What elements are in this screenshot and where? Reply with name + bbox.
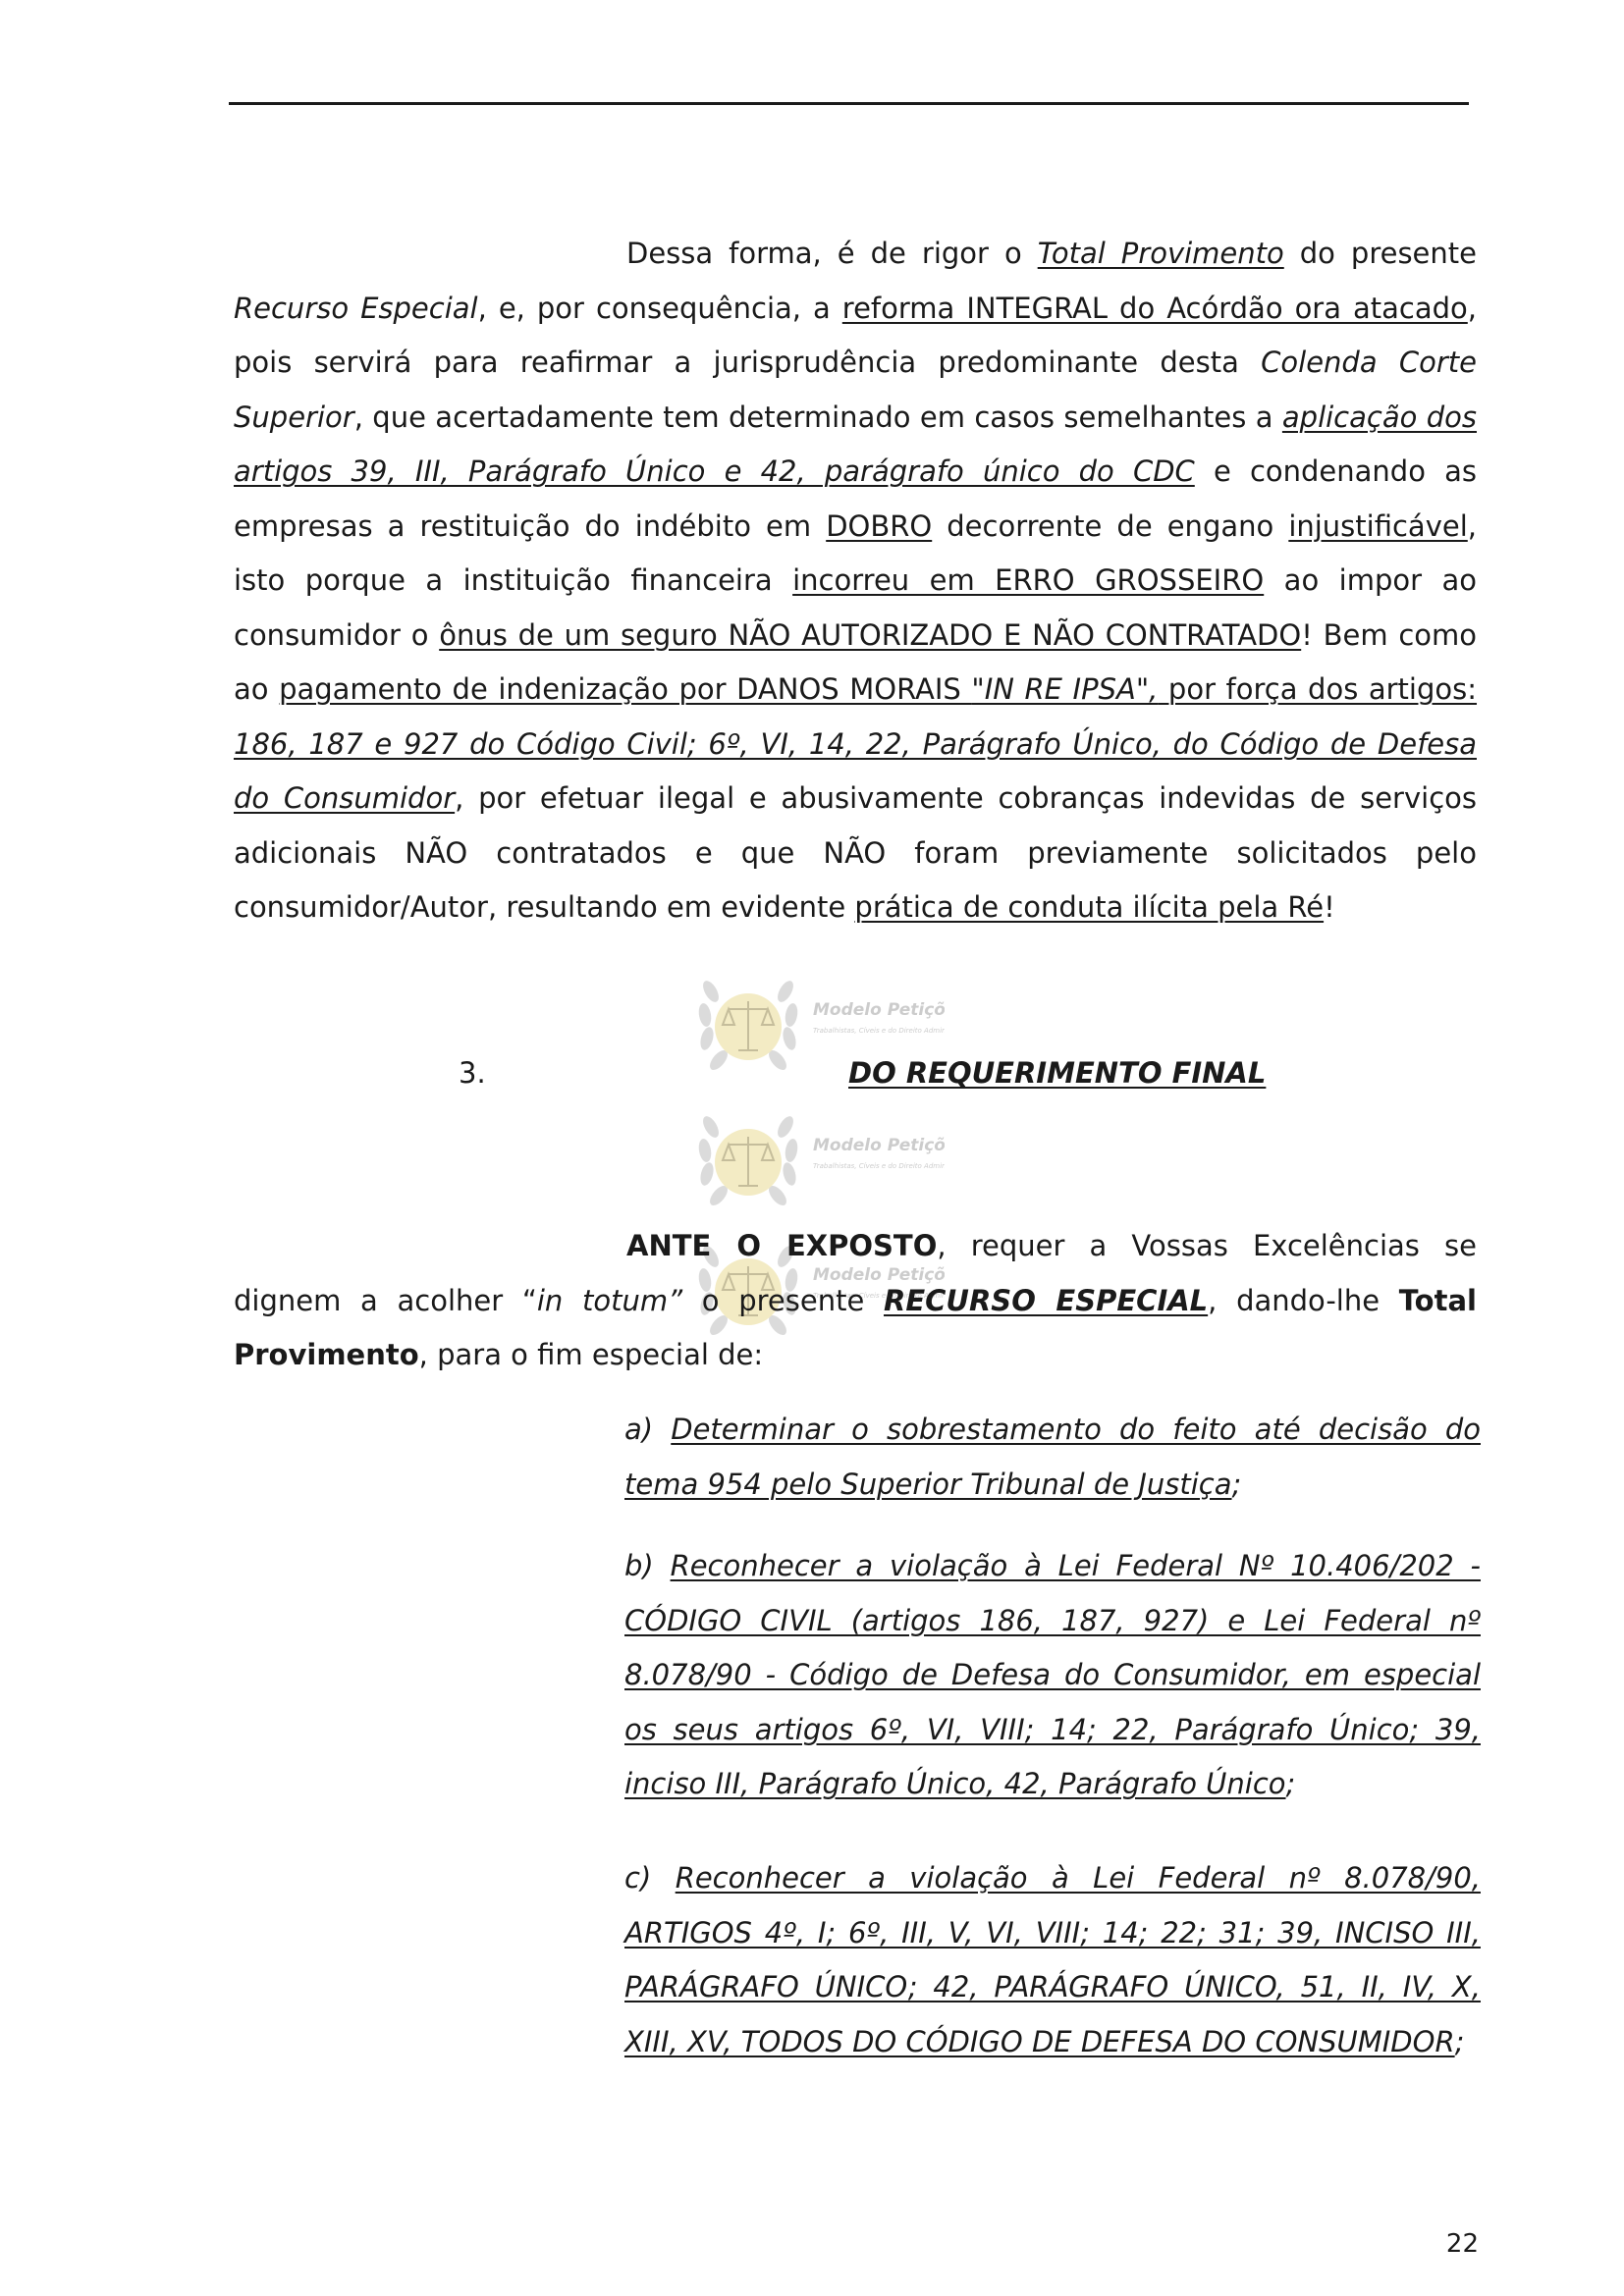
- recurso-especial-bold: RECURSO ESPECIAL: [884, 1283, 1209, 1317]
- seguro-nao-autorizado-emphasis: ônus de um seguro NÃO AUTORIZADO E NÃO CONTRATADO: [439, 617, 1302, 652]
- scales-of-justice-laurel-icon: [693, 1088, 945, 1233]
- text-run: do presente: [1283, 237, 1477, 270]
- conduta-ilicita-emphasis: prática de conduta ilícita pela Ré: [854, 890, 1325, 924]
- text-run: , isto porque a instituição financeira: [234, 508, 1477, 597]
- text-run: , que acertadamente tem determinado em casos semelhantes a: [353, 400, 1282, 434]
- text-run: , por efetuar ilegal e abusivamente cobranças indevidas de serviços adicionais NÃO contratados e que NÃO foram previamente solicitados pelo consumidor/Autor, resultando em evidente: [234, 781, 1477, 924]
- text-run: decorrente de engano: [932, 508, 1289, 543]
- artigos-codigo-civil-emphasis: 186, 187 e 927 do Código Civil; 6º, VI, 14, 22, Parágrafo Único, do Código de Defesa do Consumidor: [234, 726, 1477, 815]
- watermark-brand: Modelo Petiçõ: [813, 1265, 945, 1285]
- watermark-brand: Modelo Petiçõ: [813, 1000, 945, 1020]
- text-run: e condenando as empresas a restituição do indébito em: [234, 454, 1478, 543]
- paragraph-conclusion: [234, 227, 1477, 935]
- watermark-tagline: Trabalhistas, Cíveis e do Direito Admi: [813, 1027, 943, 1035]
- item-text: Determinar o sobrestamento do feito até decisão do tema 954 pelo Superior Tribunal de Justiça: [624, 1413, 1481, 1501]
- text-run: o presente: [682, 1283, 884, 1317]
- item-prefix: c): [624, 1861, 676, 1895]
- section-number: 3.: [459, 1056, 486, 1090]
- request-item-c: [624, 1851, 1481, 2069]
- item-text: Reconhecer a violação à Lei Federal Nº 10.406/202 - CÓDIGO CIVIL (artigos 186, 187, 927) e Lei Federal nº 8.078/90 - Código de Defesa do Consumidor, em especial os seus artigos 6º, VI, VIII; 14; 22, Parágrafo Único; 39, inciso III, Parágrafo Único, 42, Parágrafo Único: [624, 1549, 1481, 1800]
- text-run: Dessa forma, é de rigor o: [626, 237, 1038, 270]
- erro-grosseiro-emphasis: incorreu em ERRO GROSSEIRO: [792, 563, 1265, 597]
- total-provimento-emphasis: Total Provimento: [1037, 237, 1284, 270]
- text-run: ao impor ao consumidor o: [234, 563, 1478, 652]
- dobro-emphasis: DOBRO: [826, 508, 933, 543]
- watermark-tagline: Trabalhistas, Cíveis e do Direito Admi: [813, 1292, 943, 1300]
- item-prefix: a): [624, 1413, 672, 1446]
- item-text: Reconhecer a violação à Lei Federal nº 8.078/90, ARTIGOS 4º, I; 6º, III, V, VI, VIII; 14; 22; 31; 39, INCISO III, PARÁGRAFO ÚNICO; 42, PARÁGRAFO ÚNICO, 51, II, IV, X, XIII, XV, TODOS DO CÓDIGO DE DEFESA DO CONSUMIDOR: [624, 1861, 1481, 2058]
- recurso-especial-emphasis: Recurso Especial: [234, 291, 478, 325]
- por-forca-emphasis: por força dos artigos:: [1158, 672, 1478, 706]
- text-run: ! Bem como ao: [234, 617, 1478, 706]
- text-run: , pois servirá para reafirmar a jurisprudência predominante desta: [234, 291, 1478, 379]
- header-rule: [229, 102, 1469, 105]
- item-suffix: ;: [1285, 1767, 1296, 1800]
- ante-o-exposto-emphasis: ANTE O EXPOSTO: [626, 1229, 938, 1262]
- section-title: DO REQUERIMENTO FINAL: [848, 1056, 1267, 1090]
- text-run: , requer a Vossas Excelências se dignem a acolher “: [234, 1229, 1477, 1317]
- watermark-tagline: Trabalhistas, Cíveis e do Direito Admi: [813, 1162, 943, 1170]
- paragraph-request: [234, 1219, 1477, 1383]
- item-suffix: ;: [1231, 1467, 1242, 1501]
- artigos-cdc-emphasis: aplicação dos artigos 39, III, Parágrafo Único e 42, parágrafo único do CDC: [234, 400, 1477, 488]
- item-suffix: ;: [1454, 2024, 1465, 2058]
- page-number: 22: [1445, 2229, 1479, 2259]
- item-prefix: b): [624, 1549, 671, 1582]
- in-totum-emphasis: in totum”: [536, 1283, 683, 1317]
- total-provimento-bold: Total Provimento: [234, 1283, 1477, 1371]
- text-run: , e, por consequência, a: [477, 291, 842, 325]
- request-item-a: [624, 1403, 1481, 1512]
- danos-morais-emphasis: pagamento de indenização por DANOS MORAIS: [279, 672, 972, 706]
- text-run: , para o fim especial de:: [418, 1338, 764, 1371]
- colenda-corte-emphasis: Colenda Corte Superior: [234, 346, 1477, 434]
- reforma-integral-emphasis: reforma INTEGRAL do Acórdão ora atacado: [841, 291, 1468, 325]
- in-re-ipsa-emphasis: "IN RE IPSA",: [971, 672, 1159, 706]
- text-run: , dando-lhe: [1208, 1283, 1399, 1317]
- watermark-logo: [693, 1088, 945, 1233]
- text-run: !: [1324, 890, 1335, 924]
- watermark-brand: Modelo Petiçõ: [813, 1136, 945, 1155]
- injustificavel-emphasis: injustificável: [1288, 508, 1468, 543]
- request-item-b: [624, 1539, 1481, 1812]
